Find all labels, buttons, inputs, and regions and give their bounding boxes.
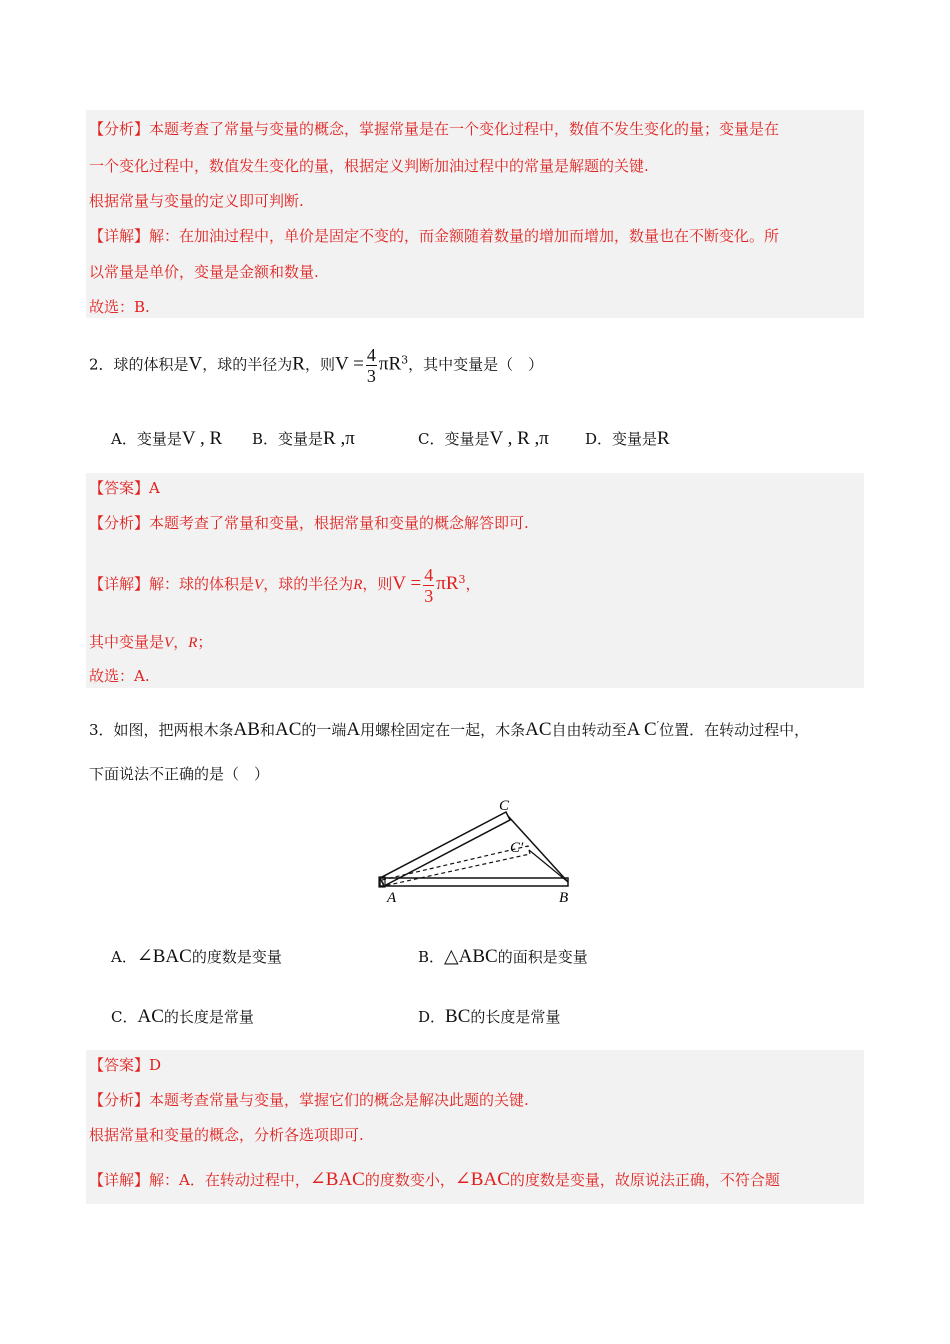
- q3-analysis-line2: 根据常量和变量的概念，分析各选项即可.: [89, 1126, 364, 1144]
- fraction: $\frac{4}{3}$: [366, 345, 376, 386]
- label-a: A: [387, 890, 397, 906]
- q2-option-a[interactable]: A．变量是V , R: [111, 428, 223, 449]
- segment-bc-prime: [529, 850, 568, 882]
- q1-analysis-line: 一个变化过程中，数值发生变化的量，根据定义判断加油过程中的常量是解题的关键.: [89, 157, 649, 175]
- label-b: B: [559, 890, 569, 906]
- q3-analysis: 【分析】本题考查常量与变量，掌握它们的概念是解决此题的关键.: [89, 1091, 529, 1109]
- fraction: $\frac{4}{3}$: [424, 564, 434, 606]
- q2-variables-line: 其中变量是V，R；: [89, 633, 213, 651]
- q3-option-d[interactable]: D．BC的长度是常量: [418, 1006, 561, 1027]
- q3-option-a[interactable]: A．∠BAC的度数是变量: [111, 946, 282, 967]
- q3-option-b[interactable]: B．△ABC的面积是变量: [418, 946, 588, 967]
- q1-detail-line: 以常量是单价，变量是金额和数量.: [89, 263, 319, 281]
- q1-solution-box: [86, 110, 864, 318]
- q2-answer: 【答案】A: [89, 479, 160, 497]
- q3-stem-line2: 下面说法不正确的是（ ）: [89, 765, 270, 783]
- q3-answer: 【答案】D: [89, 1056, 162, 1074]
- q2-stem: 2．球的体积是V，球的半径为R，则V = $\frac{4}{3}$ $\pi R^3$，其中变量是（ ）: [89, 345, 544, 386]
- q2-detail: 【详解】解：球的体积是V，球的半径为R，则V = $\frac{4}{3}$ $\pi R^3$，: [89, 564, 481, 606]
- q1-analysis-line: 【分析】本题考查了常量与变量的概念，掌握常量是在一个变化过程中，数值不发生变化的量；变量是在: [89, 120, 780, 138]
- q2-option-c[interactable]: C．变量是V , R ,π: [418, 428, 549, 449]
- q3-stem: 3．如图，把两根木条AB和AC的一端A用螺栓固定在一起，木条AC自由转动至A C′位置．在转动过程中，: [89, 719, 810, 740]
- q3-figure: [368, 790, 588, 910]
- q2-option-d[interactable]: D．变量是R: [585, 428, 670, 449]
- q1-detail-line: 【详解】解：在加油过程中，单价是固定不变的，而金额随着数量的增加而增加，数量也在不断变化。所: [89, 227, 780, 245]
- label-c: C: [499, 798, 510, 814]
- q1-choose-line: 故选：B.: [89, 298, 150, 316]
- q1-analysis-line: 根据常量与变量的定义即可判断.: [89, 192, 304, 210]
- q2-analysis: 【分析】本题考查了常量和变量，根据常量和变量的概念解答即可.: [89, 514, 529, 532]
- q2-choose-line: 故选：A.: [89, 667, 150, 685]
- rod-ab: [380, 878, 568, 886]
- q3-option-c[interactable]: C．AC的长度是常量: [111, 1006, 254, 1027]
- q3-detail: 【详解】解：A．在转动过程中，∠BAC的度数变小，∠BAC的度数是变量，故原说法正确，不符合题: [89, 1169, 780, 1190]
- label-c-prime: C′: [510, 840, 524, 856]
- q2-option-b[interactable]: B．变量是R ,π: [252, 428, 355, 449]
- rod-ac: [380, 812, 510, 886]
